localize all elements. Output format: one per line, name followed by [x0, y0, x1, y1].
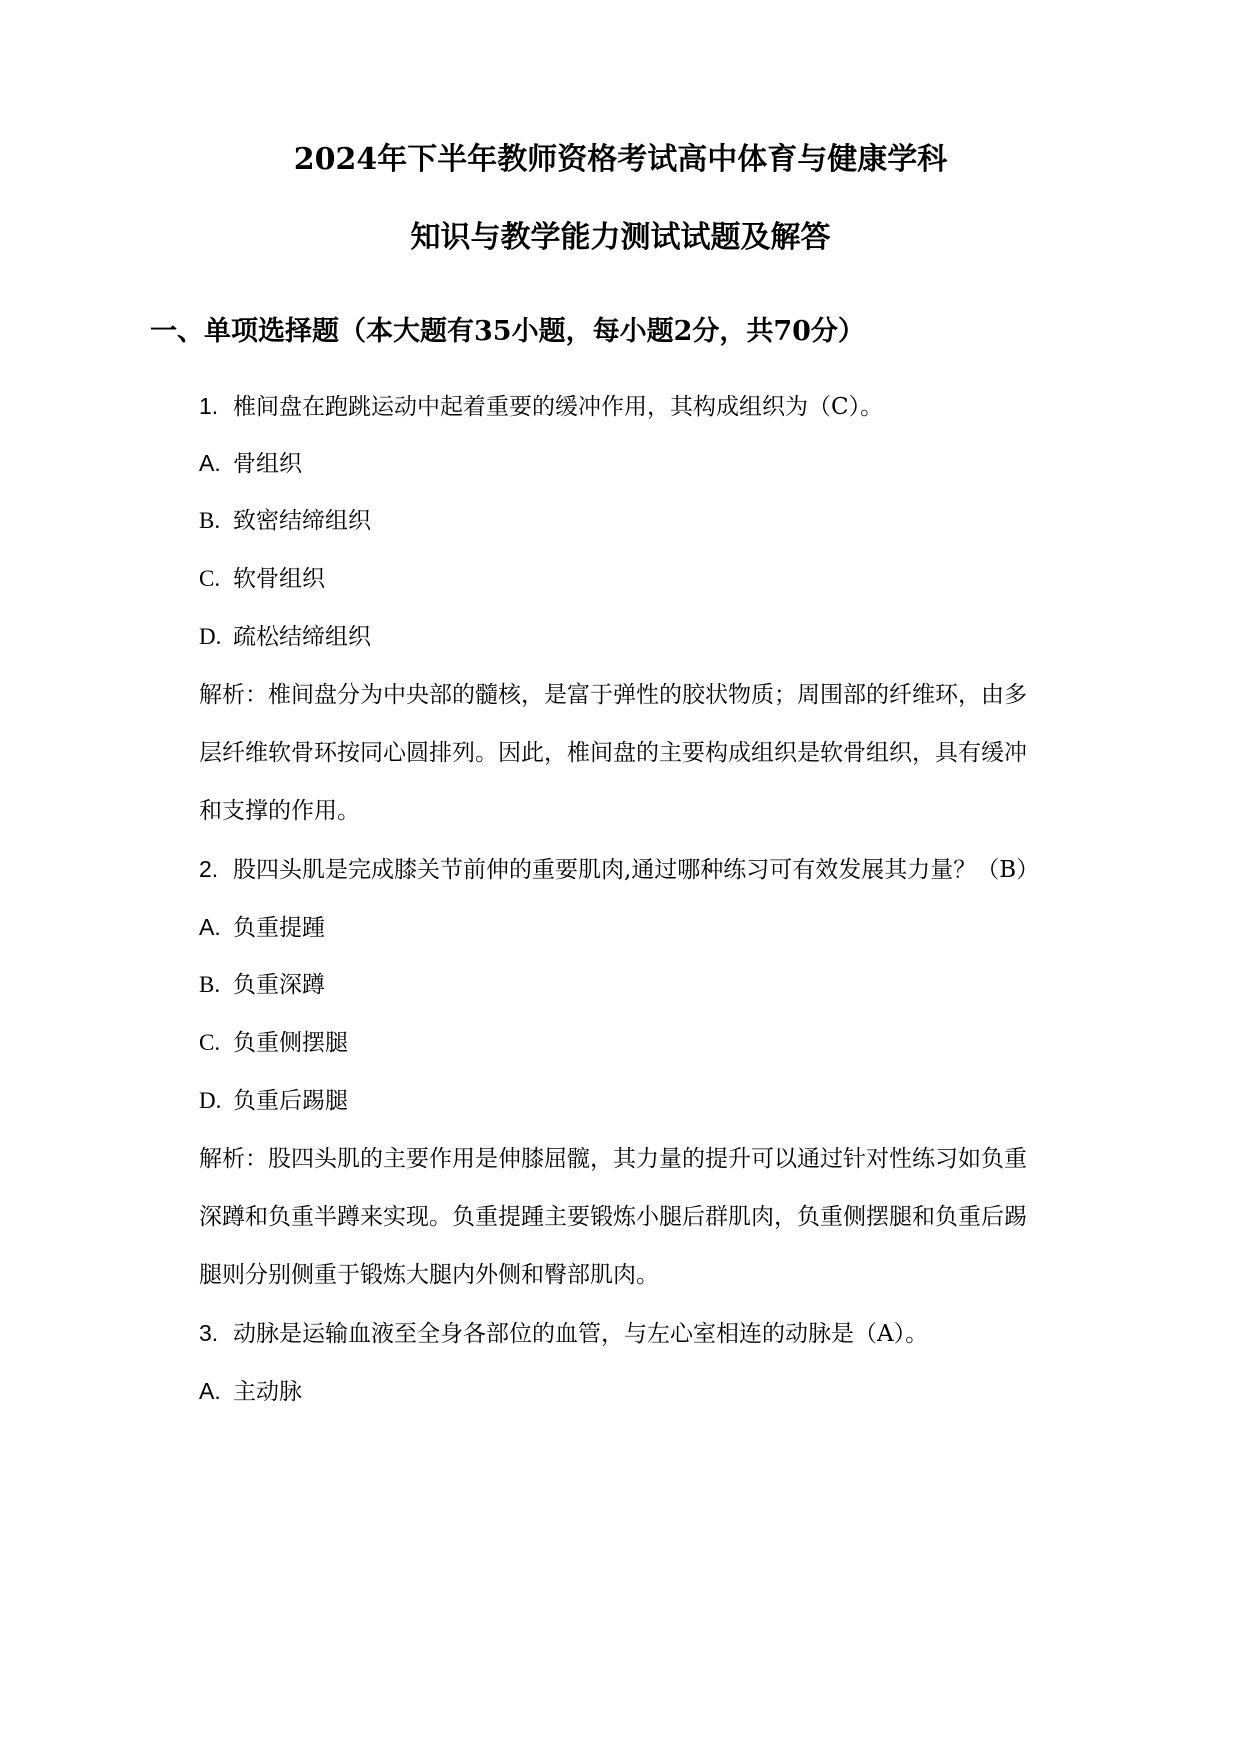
option-letter: D. [199, 1088, 222, 1113]
question-3-stem [199, 1317, 928, 1350]
question-2-option-a [199, 911, 325, 944]
option-text: 负重侧摆腿 [233, 1030, 348, 1056]
question-number: 3. [199, 1320, 219, 1346]
question-2-option-c [199, 1027, 348, 1059]
question-number: 1. [199, 393, 219, 419]
question-3-option-a [199, 1375, 302, 1408]
question-2-option-d [199, 1085, 348, 1117]
option-text: 疏松结缔组织 [233, 624, 371, 650]
option-text: 骨组织 [233, 451, 302, 477]
question-1-analysis-line-3: 和支撑的作用。 [199, 798, 360, 824]
question-1-analysis-line-1: 解析：椎间盘分为中央部的髓核，是富于弹性的胶状物质；周围部的纤维环，由多 [199, 682, 1027, 708]
option-letter: B. [199, 508, 221, 533]
question-text: 股四头肌是完成膝关节前伸的重要肌肉,通过哪种练习可有效发展其力量？（B） [233, 857, 1040, 883]
option-letter: C. [199, 1030, 221, 1055]
question-1-stem [199, 390, 883, 423]
question-2-stem [199, 853, 1039, 886]
option-text: 负重后踢腿 [233, 1088, 348, 1114]
option-letter: A. [199, 914, 221, 940]
question-text: 椎间盘在跑跳运动中起着重要的缓冲作用，其构成组织为（C）。 [233, 394, 884, 420]
section-heading: 一、单项选择题（本大题有35小题，每小题2分，共70分） [150, 316, 865, 347]
option-text: 主动脉 [233, 1379, 302, 1405]
option-letter: B. [199, 972, 221, 997]
option-letter: A. [199, 450, 221, 476]
question-2-analysis-line-3: 腿则分别侧重于锻炼大腿内外侧和臀部肌肉。 [199, 1262, 659, 1288]
option-letter: C. [199, 566, 221, 591]
option-letter: D. [199, 624, 222, 649]
option-text: 致密结缔组织 [233, 508, 371, 534]
question-1-option-a [199, 447, 302, 480]
question-number: 2. [199, 856, 219, 882]
question-2-option-b [199, 969, 325, 1001]
option-text: 负重提踵 [233, 915, 325, 941]
question-text: 动脉是运输血液至全身各部位的血管，与左心室相连的动脉是（A）。 [233, 1321, 929, 1347]
question-1-option-b [199, 505, 371, 537]
option-text: 负重深蹲 [233, 972, 325, 998]
question-1-option-c [199, 563, 325, 595]
question-1-option-d [199, 621, 371, 653]
option-text: 软骨组织 [233, 566, 325, 592]
question-1-analysis-line-2: 层纤维软骨环按同心圆排列。因此，椎间盘的主要构成组织是软骨组织，具有缓冲 [199, 740, 1027, 766]
question-2-analysis-line-1: 解析：股四头肌的主要作用是伸膝屈髋，其力量的提升可以通过针对性练习如负重 [199, 1146, 1027, 1172]
option-letter: A. [199, 1378, 221, 1404]
document-title-line-2: 知识与教学能力测试试题及解答 [410, 220, 831, 255]
question-2-analysis-line-2: 深蹲和负重半蹲来实现。负重提踵主要锻炼小腿后群肌肉，负重侧摆腿和负重后踢 [199, 1204, 1027, 1230]
document-title-line-1: 2024年下半年教师资格考试高中体育与健康学科 [293, 142, 948, 177]
